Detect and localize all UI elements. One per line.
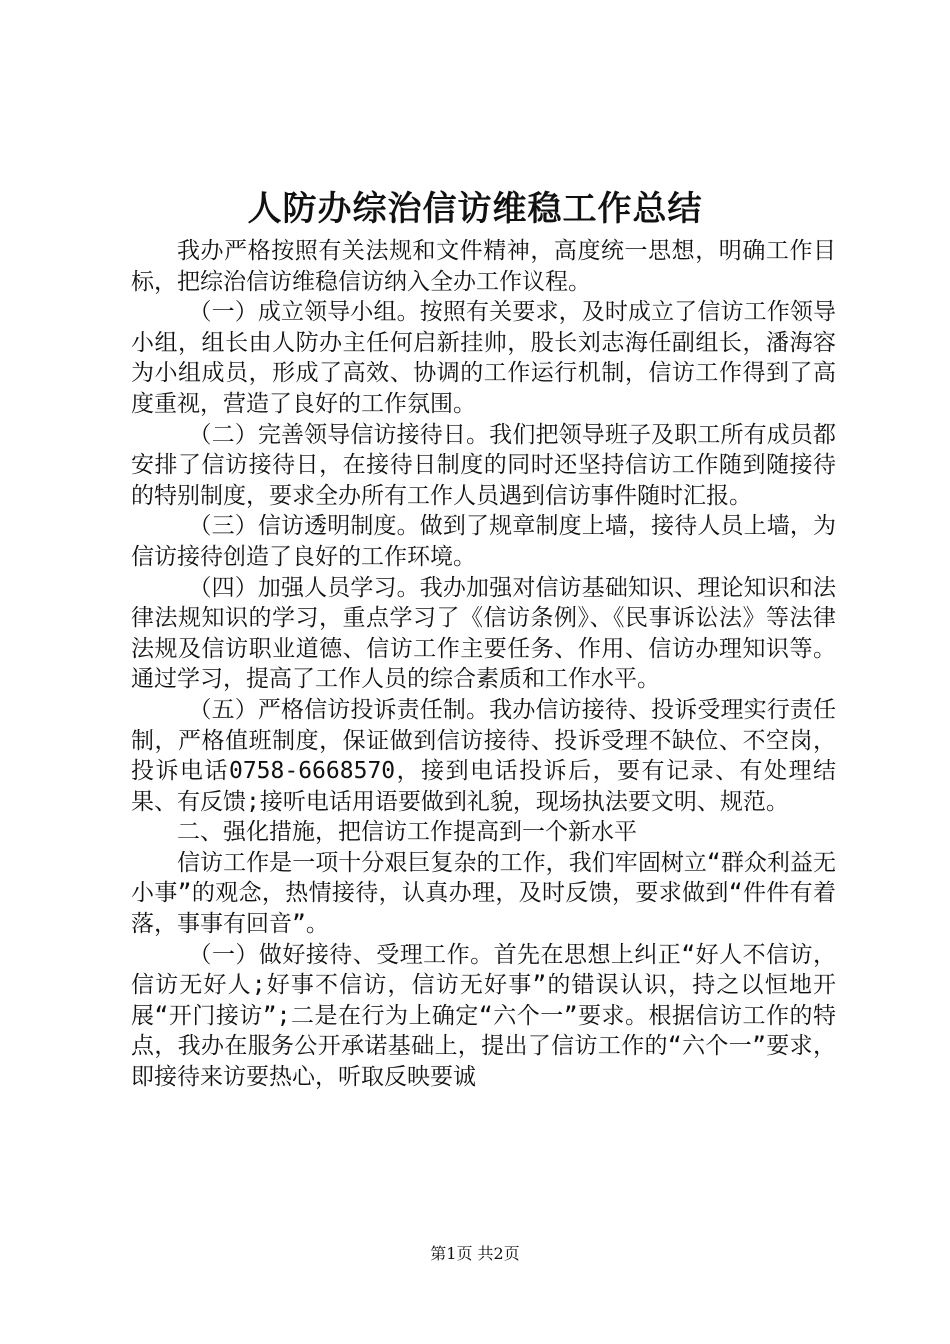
paragraph-item-4: （四）加强人员学习。我办加强对信访基础知识、理论知识和法律法规知识的学习，重点学习了《信访条例》、《民事诉讼法》等法律法规及信访职业道德、信访工作主要任务、作用、信访办理知识等。通过学习，提高了工作人员的综合素质和工作水平。 (131, 574, 836, 693)
page-number-footer: 第1页 共2页 (430, 1244, 520, 1263)
paragraph-item-5: （五）严格信访投诉责任制。我办信访接待、投诉受理实行责任制，严格值班制度，保证做到信访接待、投诉受理不缺位、不空岗，投诉电话0758-6668570，接到电话投诉后，要有记录、有处理结果、有反馈;接听电话用语要做到礼貌，现场执法要文明、规范。 (131, 696, 836, 815)
paragraph-intro: 我办严格按照有关法规和文件精神，高度统一思想，明确工作目标，把综治信访维稳信访纳入全办工作议程。 (131, 238, 836, 295)
paragraph-item-2: （二）完善领导信访接待日。我们把领导班子及职工所有成员都安排了信访接待日，在接待日制度的同时还坚持信访工作随到随接待的特别制度，要求全办所有工作人员遇到信访事件随时汇报。 (131, 421, 836, 509)
document-body (131, 236, 836, 1093)
paragraph-section-2-intro: 信访工作是一项十分艰巨复杂的工作，我们牢固树立“群众利益无小事”的观念，热情接待，认真办理，及时反馈，要求做到“件件有着落，事事有回音”。 (131, 849, 836, 938)
paragraph-section-2-item-1: （一）做好接待、受理工作。首先在思想上纠正“好人不信访，信访无好人;好事不信访，信访无好事”的错误认识，持之以恒地开展“开门接访”;二是在行为上确定“六个一”要求。根据信访工作的特点，我办在服务公开承诺基础上，提出了信访工作的“六个一”要求，即接待来访要热心，听取反映要诚 (131, 941, 836, 1091)
section-heading-2: 二、强化措施，把信访工作提高到一个新水平 (177, 819, 637, 846)
paragraph-item-3: （三）信访透明制度。做到了规章制度上墙，接待人员上墙，为信访接待创造了良好的工作环境。 (131, 513, 836, 570)
paragraph-item-1: （一）成立领导小组。按照有关要求，及时成立了信访工作领导小组，组长由人防办主任何启新挂帅，股长刘志海任副组长，潘海容为小组成员，形成了高效、协调的工作运行机制，信访工作得到了高度重视，营造了良好的工作氛围。 (131, 299, 836, 417)
document-title: 人防办综治信访维稳工作总结 (247, 189, 703, 229)
